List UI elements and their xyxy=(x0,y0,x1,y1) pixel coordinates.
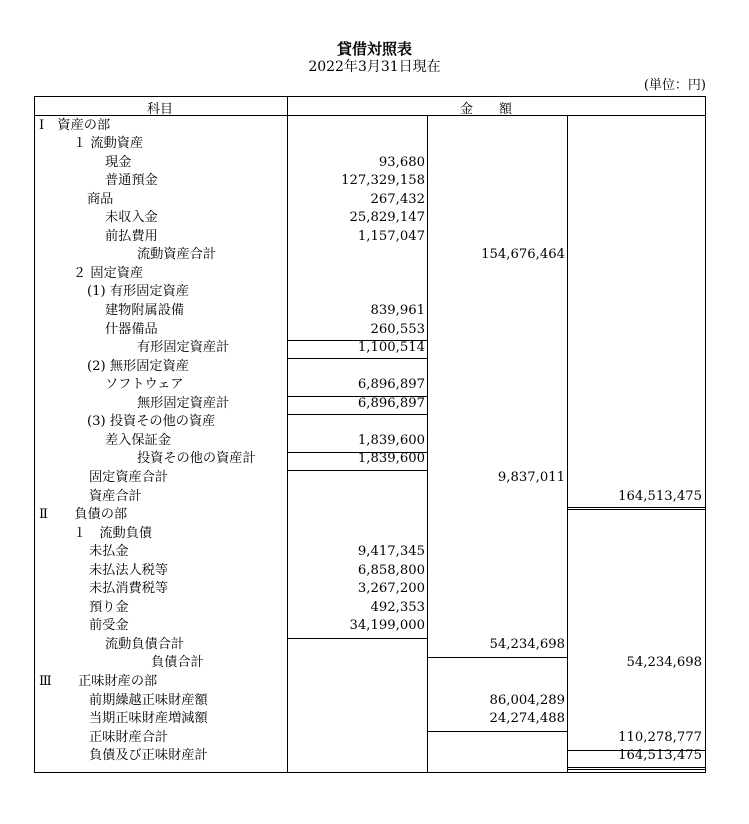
table-row xyxy=(35,432,705,450)
amount-value: 86,004,289 xyxy=(489,692,565,708)
amount-value: 3,267,200 xyxy=(357,581,425,597)
row-label: (2) 無形固定資産 xyxy=(87,358,189,374)
amount-value: 1,157,047 xyxy=(357,228,425,244)
table-row xyxy=(35,413,705,431)
table-row xyxy=(35,209,705,227)
row-label: 未払消費税等 xyxy=(89,581,169,597)
row-label: 差入保証金 xyxy=(105,432,171,448)
row-label: 前払費用 xyxy=(105,228,158,244)
amount-value: 1,839,600 xyxy=(357,432,425,448)
row-label: 普通預金 xyxy=(105,173,158,189)
document-date: 2022年3月31日現在 xyxy=(308,59,441,75)
table-row xyxy=(35,654,705,672)
row-label: 無形固定資産計 xyxy=(137,395,230,411)
table-row xyxy=(35,321,705,339)
amount-value: 9,837,011 xyxy=(497,469,565,485)
row-label: １ 流動負債 xyxy=(73,525,153,541)
table-row xyxy=(35,246,705,264)
amount-value: 24,274,488 xyxy=(489,711,565,727)
amount-value: 127,329,158 xyxy=(341,173,425,189)
row-label: 投資その他の資産計 xyxy=(137,451,256,467)
table-row xyxy=(35,135,705,153)
table-row xyxy=(35,617,705,635)
table-row xyxy=(35,469,705,487)
row-label: 流動資産合計 xyxy=(137,247,217,263)
table-header xyxy=(35,97,705,116)
row-label: 未払金 xyxy=(89,544,129,560)
amount-value: 110,278,777 xyxy=(618,729,702,745)
amount-value: 6,896,897 xyxy=(357,377,425,393)
row-label: 前受金 xyxy=(89,618,129,634)
amount-value: 1,100,514 xyxy=(357,340,425,356)
row-label: ソフトウェア xyxy=(105,377,184,393)
amount-column-header: 金 額 xyxy=(460,102,513,117)
row-label: 負債及び正味財産計 xyxy=(89,748,208,764)
amount-value: 54,234,698 xyxy=(626,655,702,671)
table-row xyxy=(35,692,705,710)
row-label: (1) 有形固定資産 xyxy=(87,284,189,300)
amount-value: 164,513,475 xyxy=(618,748,702,764)
row-label: 預り金 xyxy=(89,599,129,615)
amount-value: 492,353 xyxy=(370,599,425,615)
table-row xyxy=(35,395,705,413)
table-row xyxy=(35,543,705,561)
row-label: 未収入金 xyxy=(105,210,158,226)
row-label: 固定資産合計 xyxy=(89,469,169,485)
amount-value: 6,858,800 xyxy=(357,562,425,578)
row-label: １ 流動資産 xyxy=(73,136,144,152)
table-row xyxy=(35,747,705,765)
table-row xyxy=(35,376,705,394)
table-row xyxy=(35,339,705,357)
row-label: 流動負債合計 xyxy=(105,636,185,652)
table-row xyxy=(35,283,705,301)
balance-sheet-table xyxy=(34,96,706,773)
row-label: Ⅱ 負債の部 xyxy=(39,507,128,523)
table-row xyxy=(35,525,705,543)
row-label: Ⅰ 資産の部 xyxy=(39,117,111,133)
row-label: ２ 固定資産 xyxy=(73,265,144,281)
row-label: 負債合計 xyxy=(151,655,204,671)
table-row xyxy=(35,117,705,135)
amount-value: 6,896,897 xyxy=(357,395,425,411)
row-label: (3) 投資その他の資産 xyxy=(87,414,216,430)
table-row xyxy=(35,580,705,598)
amount-value: 25,829,147 xyxy=(349,210,425,226)
table-row xyxy=(35,562,705,580)
amount-value: 164,513,475 xyxy=(618,488,702,504)
amount-value: 54,234,698 xyxy=(489,636,565,652)
row-label: 建物附属設備 xyxy=(105,303,185,318)
table-row xyxy=(35,358,705,376)
amount-value: 9,417,345 xyxy=(357,544,425,560)
row-label: 当期正味財産増減額 xyxy=(89,711,208,727)
row-label: 前期繰越正味財産額 xyxy=(89,692,208,708)
row-label: Ⅲ 正味財産の部 xyxy=(39,674,158,689)
amount-value: 154,676,464 xyxy=(481,247,565,263)
amount-value: 839,961 xyxy=(370,303,425,318)
row-label: 正味財産合計 xyxy=(89,729,169,745)
table-row xyxy=(35,302,705,320)
amount-value: 260,553 xyxy=(370,321,425,337)
table-row xyxy=(35,673,705,691)
total-double-rule xyxy=(567,767,705,770)
table-row xyxy=(35,450,705,468)
table-row xyxy=(35,710,705,728)
table-row xyxy=(35,729,705,747)
table-row xyxy=(35,636,705,654)
amount-value: 267,432 xyxy=(370,191,425,207)
row-label: 什器備品 xyxy=(105,321,158,337)
row-label: 現金 xyxy=(105,154,132,170)
unit-label: (単位：円) xyxy=(643,78,706,93)
table-row xyxy=(35,154,705,172)
amount-value: 93,680 xyxy=(378,154,425,170)
table-row xyxy=(35,265,705,283)
amount-value: 34,199,000 xyxy=(349,618,425,634)
table-row xyxy=(35,599,705,617)
subject-column-header: 科目 xyxy=(147,102,174,117)
table-row xyxy=(35,488,705,506)
row-label: 商品 xyxy=(87,191,114,207)
table-row xyxy=(35,172,705,190)
table-row xyxy=(35,191,705,209)
table-row xyxy=(35,506,705,524)
amount-value: 1,839,600 xyxy=(357,451,425,467)
table-row xyxy=(35,228,705,246)
document-title: 貸借対照表 xyxy=(336,40,412,58)
row-label: 有形固定資産計 xyxy=(137,340,230,356)
row-label: 未払法人税等 xyxy=(89,562,169,578)
row-label: 資産合計 xyxy=(89,488,142,504)
